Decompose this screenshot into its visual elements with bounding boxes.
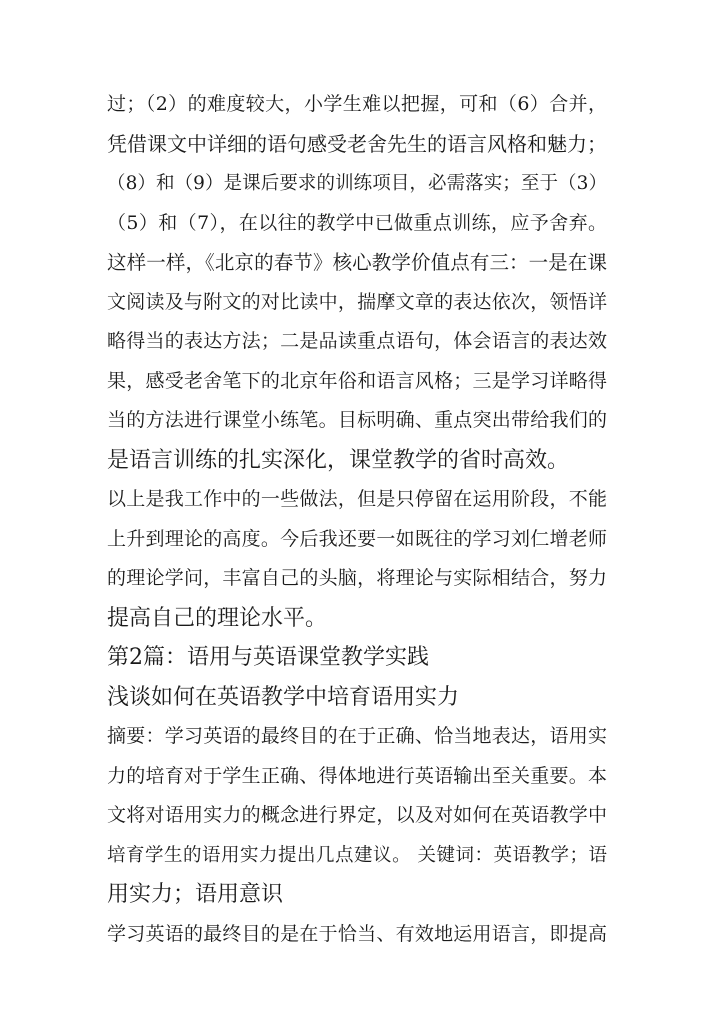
text-line: （8）和（9）是课后要求的训练项目，必需落实；至于（3）	[107, 173, 607, 194]
text-line: 以上是我工作中的一些做法，但是只停留在运用阶段，不能	[107, 488, 607, 510]
text-line: 是语言训练的扎实深化，课堂教学的省时高效。	[107, 447, 570, 473]
text-line: 用实力；语用意识	[107, 882, 284, 907]
text-line: 培育学生的语用实力提出几点建议。 关键词：英语教学；语	[107, 844, 607, 866]
document-body	[107, 85, 607, 954]
text-line: 这样一样，《北京的春节》核心教学价值点有三：一是在课	[107, 251, 607, 274]
text-line: 文将对语用实力的概念进行界定，以及对如何在英语教学中	[107, 804, 607, 826]
text-line: 过；（2）的难度较大，小学生难以把握，可和（6）合并，	[107, 93, 607, 115]
text-line: 的理论学问，丰富自己的头脑，将理论与实际相结合，努力	[107, 567, 607, 589]
text-line: （5）和（7），在以往的教学中已做重点训练，应予舍弃。	[107, 211, 607, 234]
text-line: 上升到理论的高度。今后我还要一如既往的学习刘仁增老师	[107, 527, 607, 550]
text-line: 凭借课文中详细的语句感受老舍先生的语言风格和魅力；	[107, 131, 607, 156]
text-line: 提高自己的理论水平。	[107, 605, 328, 631]
text-line: 摘要：学习英语的最终目的在于正确、恰当地表达，语用实	[107, 725, 607, 747]
text-line: 浅谈如何在英语教学中培育语用实力	[107, 684, 460, 710]
text-line: 第2篇：语用与英语课堂教学实践	[107, 645, 429, 670]
text-line: 学习英语的最终目的是在于恰当、有效地运用语言，即提高	[107, 922, 607, 945]
text-line: 果，感受老舍笔下的北京年俗和语言风格；三是学习详略得	[107, 369, 607, 392]
text-line: 当的方法进行课堂小练笔。目标明确、重点突出带给我们的	[107, 409, 607, 431]
text-line: 文阅读及与附文的对比读中，揣摩文章的表达依次，领悟详	[107, 290, 607, 313]
text-line: 略得当的表达方法；二是品读重点语句，体会语言的表达效	[107, 330, 607, 352]
text-line: 力的培育对于学生正确、得体地进行英语输出至关重要。本	[107, 764, 607, 787]
